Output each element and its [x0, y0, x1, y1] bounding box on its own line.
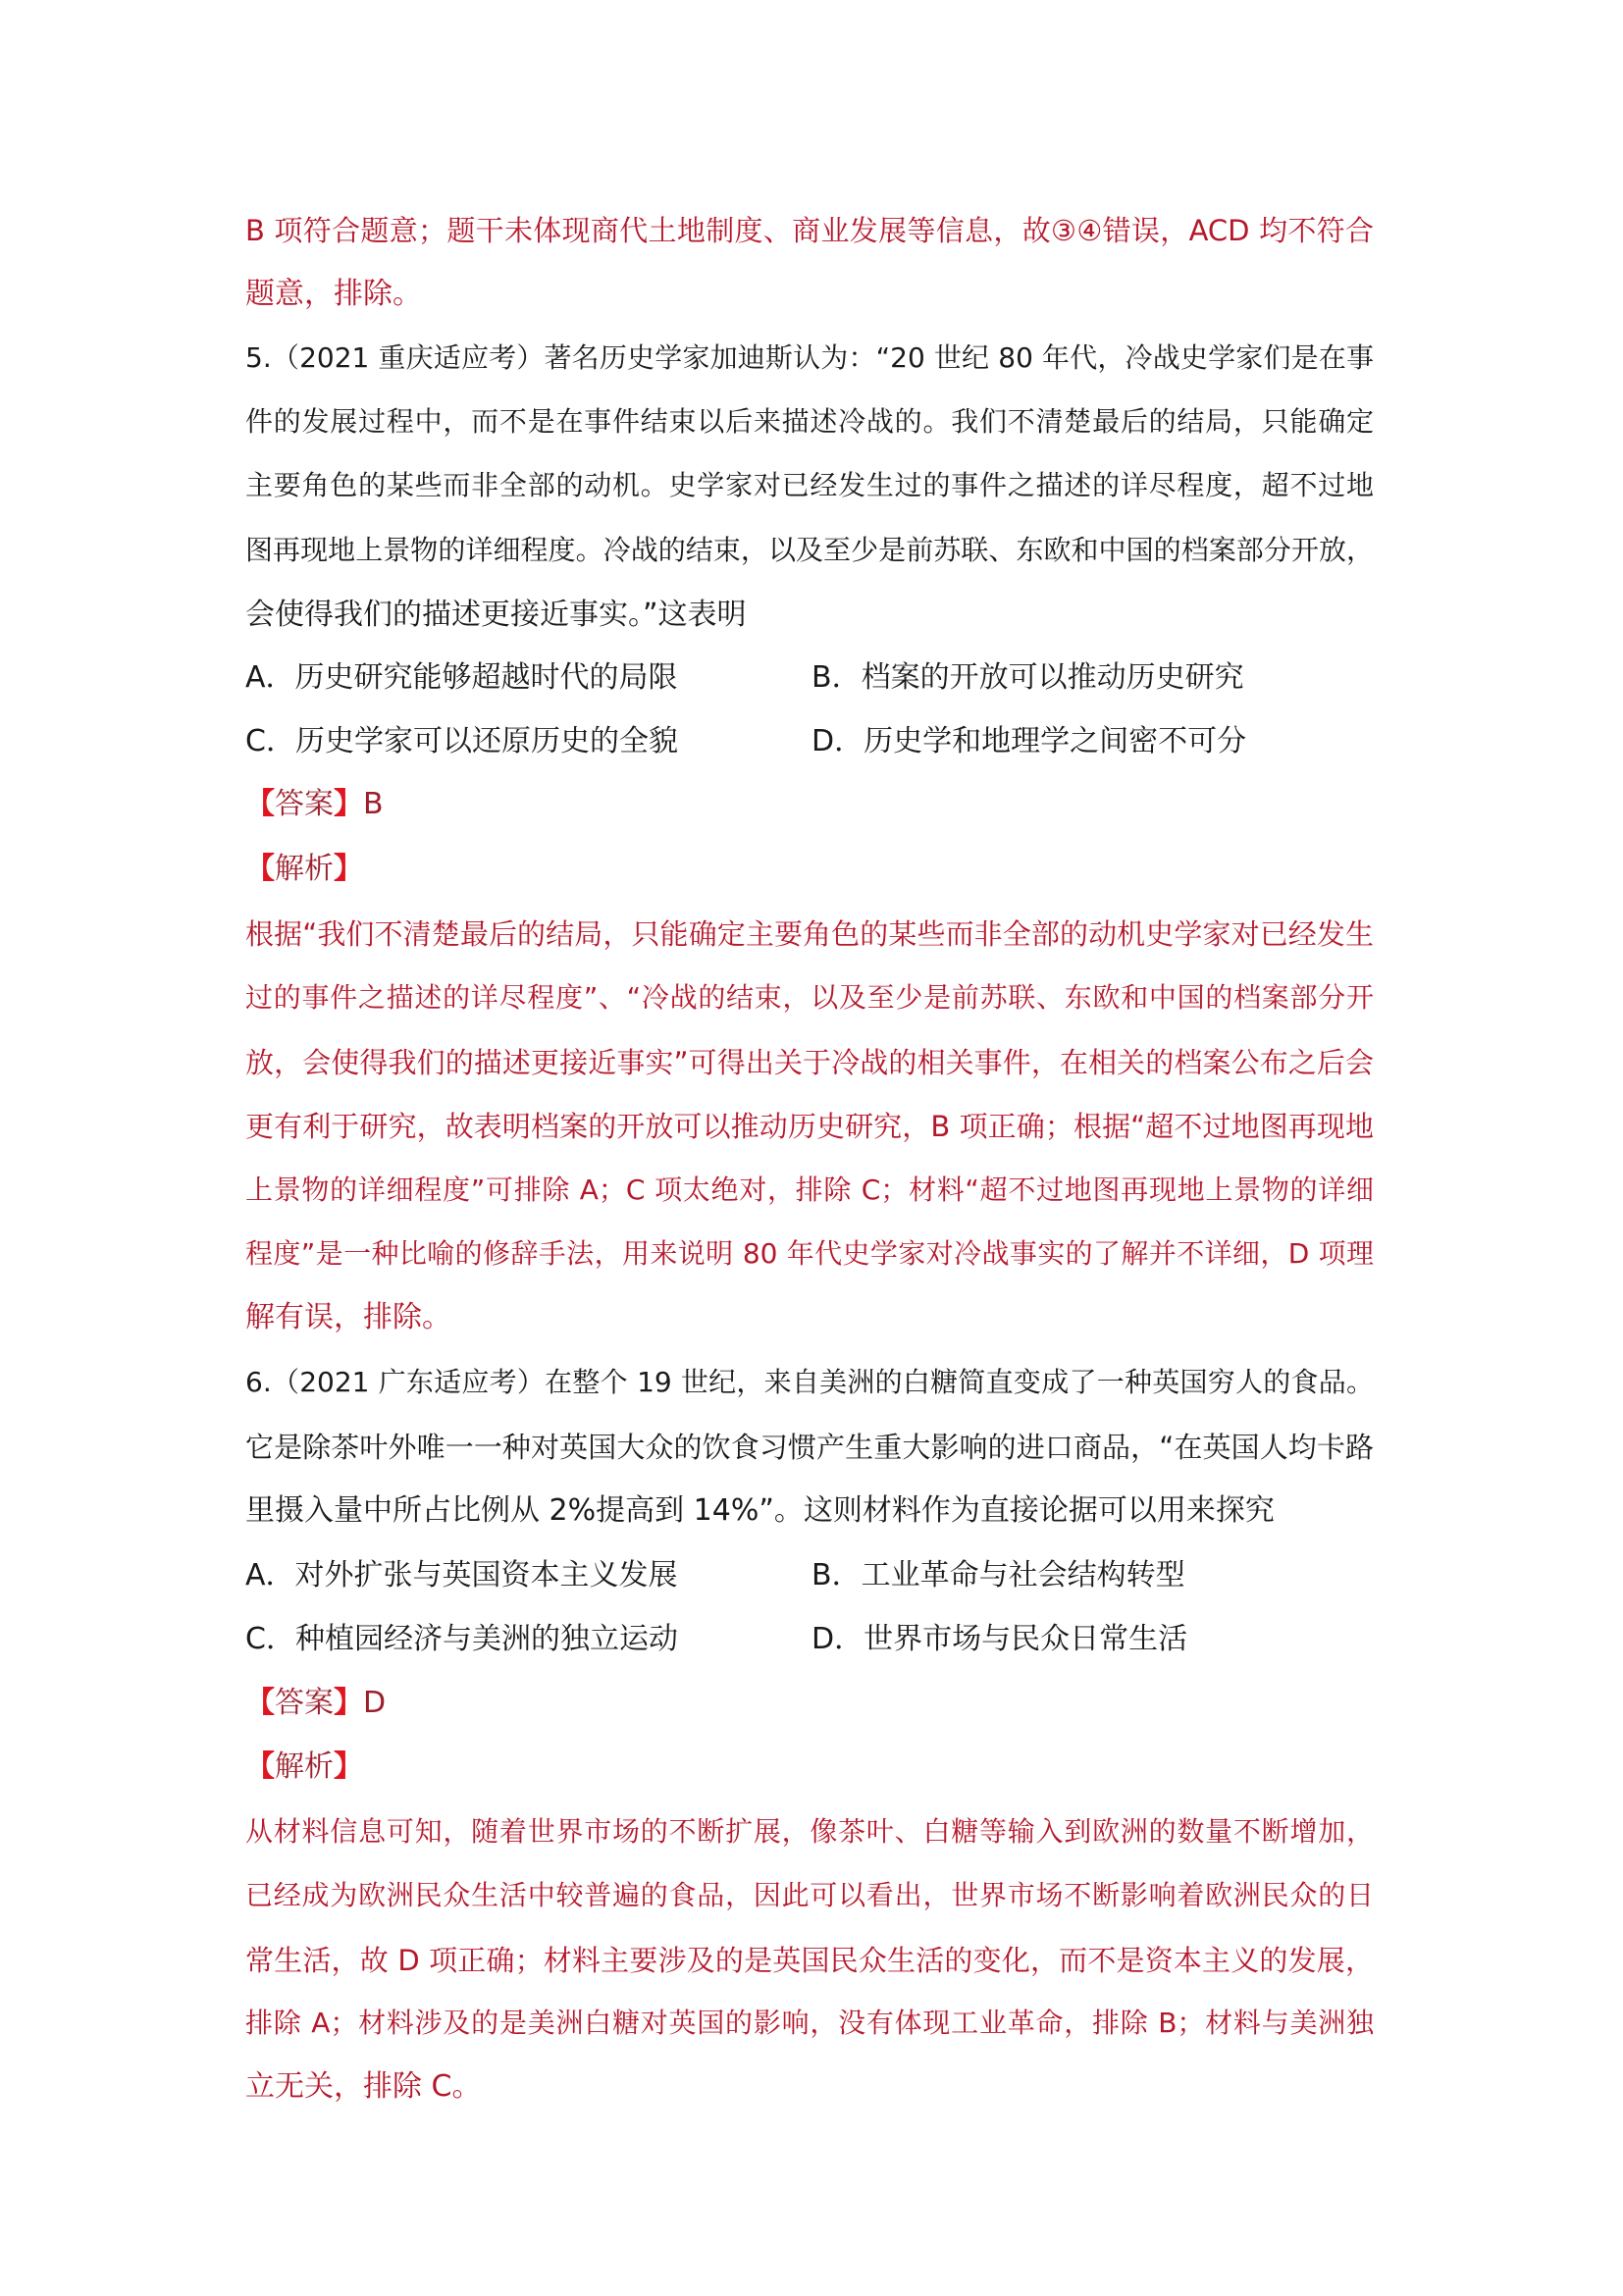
- analysis-line: 从材料信息可知，随着世界市场的不断扩展，像茶叶、白糖等输入到欧洲的数量不断增加，: [245, 1815, 1374, 1848]
- question-stem-line: 它是除茶叶外唯一一种对英国大众的饮食习惯产生重大影响的进口商品，“在英国人均卡路: [245, 1431, 1374, 1464]
- analysis-line: 过的事件之描述的详尽程度”、“冷战的结束，以及至少是前苏联、东欧和中国的档案部分开: [245, 981, 1374, 1014]
- analysis-label-text: 解析: [275, 852, 334, 886]
- bracket-close: 】: [334, 1749, 363, 1784]
- question-stem-line: 5.（2021 重庆适应考）著名历史学家加迪斯认为：“20 世纪 80 年代，冷战史学家们是在事: [245, 341, 1374, 374]
- explanation-line: 题意，排除。: [245, 277, 422, 311]
- option-b: B．档案的开放可以推动历史研究: [812, 660, 1244, 695]
- answer-label-text: 答案: [275, 787, 334, 821]
- bracket-close: 】: [334, 852, 363, 886]
- answer-label: [245, 1682, 386, 1725]
- analysis-label-text: 解析: [275, 1749, 334, 1784]
- analysis-line: 立无关，排除 C。: [245, 2069, 482, 2104]
- question-stem-line: 主要角色的某些而非全部的动机。史学家对已经发生过的事件之描述的详尽程度，超不过地: [245, 469, 1374, 501]
- answer-label-text: 答案: [275, 1686, 334, 1720]
- analysis-label: [245, 1746, 363, 1789]
- option-b: B．工业革命与社会结构转型: [812, 1558, 1185, 1592]
- option-d: D．世界市场与民众日常生活: [812, 1622, 1188, 1656]
- analysis-line: 排除 A；材料涉及的是美洲白糖对英国的影响，没有体现工业革命，排除 B；材料与美洲独: [245, 2007, 1374, 2039]
- option-a: A．对外扩张与英国资本主义发展: [245, 1558, 678, 1592]
- bracket-open: 【: [245, 852, 275, 886]
- bracket-open: 【: [245, 1749, 275, 1784]
- bracket-close: 】: [334, 1686, 363, 1720]
- analysis-line: 解有误，排除。: [245, 1300, 451, 1334]
- option-c: C．历史学家可以还原历史的全貌: [245, 724, 678, 758]
- question-stem-line: 里摄入量中所占比例从 2%提高到 14%”。这则材料作为直接论据可以用来探究: [245, 1493, 1275, 1528]
- analysis-line: 常生活，故 D 项正确；材料主要涉及的是英国民众生活的变化，而不是资本主义的发展，: [245, 1944, 1374, 1977]
- bracket-open: 【: [245, 1686, 275, 1720]
- analysis-label: [245, 848, 363, 891]
- analysis-line: 程度”是一种比喻的修辞手法，用来说明 80 年代史学家对冷战事实的了解并不详细，D 项理: [245, 1237, 1374, 1270]
- option-d: D．历史学和地理学之间密不可分: [812, 724, 1247, 758]
- answer-label: [245, 783, 384, 826]
- question-stem-line: 图再现地上景物的详细程度。冷战的结束，以及至少是前苏联、东欧和中国的档案部分开放，: [245, 534, 1374, 566]
- analysis-line: 已经成为欧洲民众生活中较普遍的食品，因此可以看出，世界市场不断影响着欧洲民众的日: [245, 1879, 1374, 1911]
- option-a: A．历史研究能够超越时代的局限: [245, 660, 678, 695]
- question-stem-line: 6.（2021 广东适应考）在整个 19 世纪，来自美洲的白糖简直变成了一种英国穷人的食品。: [245, 1366, 1374, 1398]
- analysis-line: 上景物的详细程度”可排除 A；C 项太绝对，排除 C；材料“超不过地图再现地上景物的详细: [245, 1174, 1374, 1206]
- question-stem-line: 件的发展过程中，而不是在事件结束以后来描述冷战的。我们不清楚最后的结局，只能确定: [245, 405, 1374, 438]
- analysis-line: 更有利于研究，故表明档案的开放可以推动历史研究，B 项正确；根据“超不过地图再现地: [245, 1110, 1374, 1143]
- explanation-line: B 项符合题意；题干未体现商代土地制度、商业发展等信息，故③④错误，ACD 均不符合: [245, 214, 1374, 247]
- question-stem-line: 会使得我们的描述更接近事实。”这表明: [245, 598, 747, 632]
- bracket-close: 】: [334, 787, 363, 821]
- analysis-line: 放，会使得我们的描述更接近事实”可得出关于冷战的相关事件，在相关的档案公布之后会: [245, 1046, 1374, 1079]
- answer-value: D: [363, 1686, 387, 1720]
- answer-value: B: [363, 787, 384, 821]
- analysis-line: 根据“我们不清楚最后的结局，只能确定主要角色的某些而非全部的动机史学家对已经发生: [245, 917, 1374, 951]
- bracket-open: 【: [245, 787, 275, 821]
- option-c: C．种植园经济与美洲的独立运动: [245, 1622, 678, 1656]
